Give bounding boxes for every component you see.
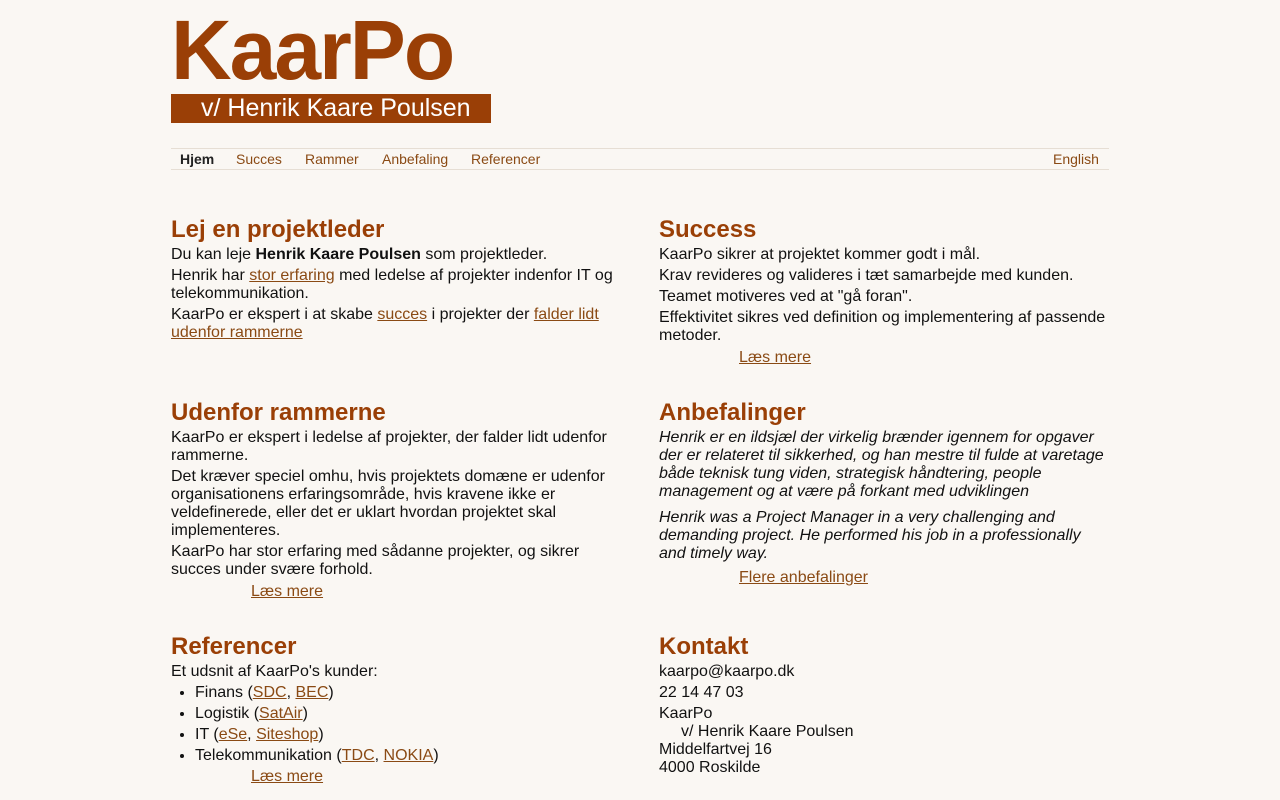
read-more-link[interactable]: Læs mere	[251, 583, 324, 600]
reference-list	[171, 684, 621, 765]
section-title: Success	[659, 216, 757, 243]
reference-link[interactable]: Siteshop	[256, 726, 319, 743]
contact-address	[659, 705, 1109, 777]
nav-item-succes[interactable]: Succes	[236, 151, 282, 167]
paragraph: KaarPo sikrer at projektet kommer godt i mål.	[659, 246, 981, 263]
testimonial: Henrik was a Project Manager in a very challenging and demanding project. He performed his job in a professionally and timely way.	[659, 509, 1081, 562]
reference-link[interactable]: TDC	[341, 747, 375, 764]
nav-item-referencer[interactable]: Referencer	[471, 151, 541, 167]
reference-link[interactable]: SatAir	[259, 705, 303, 722]
text: KaarPo er ekspert i at skabe	[171, 306, 378, 323]
name-bold: Henrik Kaare Poulsen	[255, 246, 421, 263]
section-title: Lej en projektleder	[171, 216, 385, 243]
paragraph: Effektivitet sikres ved definition og implementering af passende metoder.	[659, 309, 1106, 344]
stor-erfaring-link[interactable]: stor erfaring	[249, 267, 335, 284]
reference-link[interactable]: NOKIA	[383, 747, 434, 764]
address-owner: v/ Henrik Kaare Poulsen	[681, 723, 854, 740]
section-title: Referencer	[171, 633, 297, 660]
paragraph: Et udsnit af KaarPo's kunder:	[171, 663, 378, 680]
address-company: KaarPo	[659, 705, 713, 722]
read-more-link[interactable]: Læs mere	[251, 768, 324, 785]
reference-link[interactable]: eSe	[218, 726, 248, 743]
paragraph: Det kræver speciel omhu, hvis projektets domæne er udenfor organisationens erfaringsområde, hvis kravene ikke er veldefinerede, eller det er uklart hvordan projektet skal implementeres.	[171, 468, 605, 539]
section-lej	[171, 216, 621, 345]
list-item: • IT (eSe, Siteshop)	[195, 726, 621, 744]
nav-item-hjem[interactable]: Hjem	[180, 151, 215, 167]
list-item: • Telekommunikation (TDC, NOKIA)	[195, 747, 621, 765]
lej-experience	[171, 267, 621, 303]
contact-phone: 22 14 47 03	[659, 684, 744, 701]
main-nav	[171, 148, 1109, 170]
text: Telekommunikation (	[195, 747, 342, 764]
address-city: 4000 Roskilde	[659, 759, 761, 776]
nav-item-rammer[interactable]: Rammer	[305, 151, 359, 167]
read-more-link[interactable]: Læs mere	[739, 349, 812, 366]
text: Finans (	[195, 684, 253, 701]
section-title: Udenfor rammerne	[171, 399, 386, 426]
section-kontakt	[659, 633, 1109, 777]
list-item: • Finans (SDC, BEC)	[195, 684, 621, 702]
nav-item-english[interactable]: English	[1053, 151, 1099, 167]
section-success	[659, 216, 1109, 367]
contact-email: kaarpo@kaarpo.dk	[659, 663, 795, 680]
text: som projektleder.	[420, 246, 548, 263]
lej-expert	[171, 306, 621, 342]
paragraph: Krav revideres og valideres i tæt samarbejde med kunden.	[659, 267, 1074, 284]
section-udenfor	[171, 399, 621, 601]
lej-intro	[171, 246, 621, 264]
list-item: • Logistik (SatAir)	[195, 705, 621, 723]
text: med ledelse af projekter indenfor IT og telekommunikation.	[171, 267, 613, 302]
logo[interactable]	[171, 12, 491, 123]
more-recommendations-link[interactable]: Flere anbefalinger	[739, 569, 868, 586]
text: IT (	[195, 726, 219, 743]
section-title: Kontakt	[659, 633, 749, 660]
logo-tagline: v/ Henrik Kaare Poulsen	[171, 94, 491, 123]
udenfor-rammerne-link[interactable]: falder lidt udenfor rammerne	[171, 306, 599, 341]
section-title: Anbefalinger	[659, 399, 806, 426]
text: Henrik har	[171, 267, 250, 284]
logo-brand: KaarPo	[171, 12, 454, 88]
text: Logistik (	[195, 705, 260, 722]
nav-item-anbefaling[interactable]: Anbefaling	[382, 151, 449, 167]
section-anbefalinger	[659, 399, 1109, 587]
testimonial: Henrik er en ildsjæl der virkelig brænder igennem for opgaver der er relateret til sikkerhed, og han mestre til fulde at varetage både teknisk tung viden, strategisk håndtering, people management og at være på forkant med udviklingen	[659, 429, 1104, 500]
paragraph: Teamet motiveres ved at "gå foran".	[659, 288, 913, 305]
reference-link[interactable]: SDC	[252, 684, 287, 701]
address-street: Middelfartvej 16	[659, 741, 772, 758]
section-referencer	[171, 633, 621, 786]
succes-link[interactable]: succes	[377, 306, 428, 323]
paragraph: KaarPo har stor erfaring med sådanne projekter, og sikrer succes under svære forhold.	[171, 543, 580, 578]
paragraph: KaarPo er ekspert i ledelse af projekter, der falder lidt udenfor rammerne.	[171, 429, 607, 464]
text: Du kan leje	[171, 246, 256, 263]
reference-link[interactable]: BEC	[295, 684, 329, 701]
text: i projekter der	[427, 306, 534, 323]
